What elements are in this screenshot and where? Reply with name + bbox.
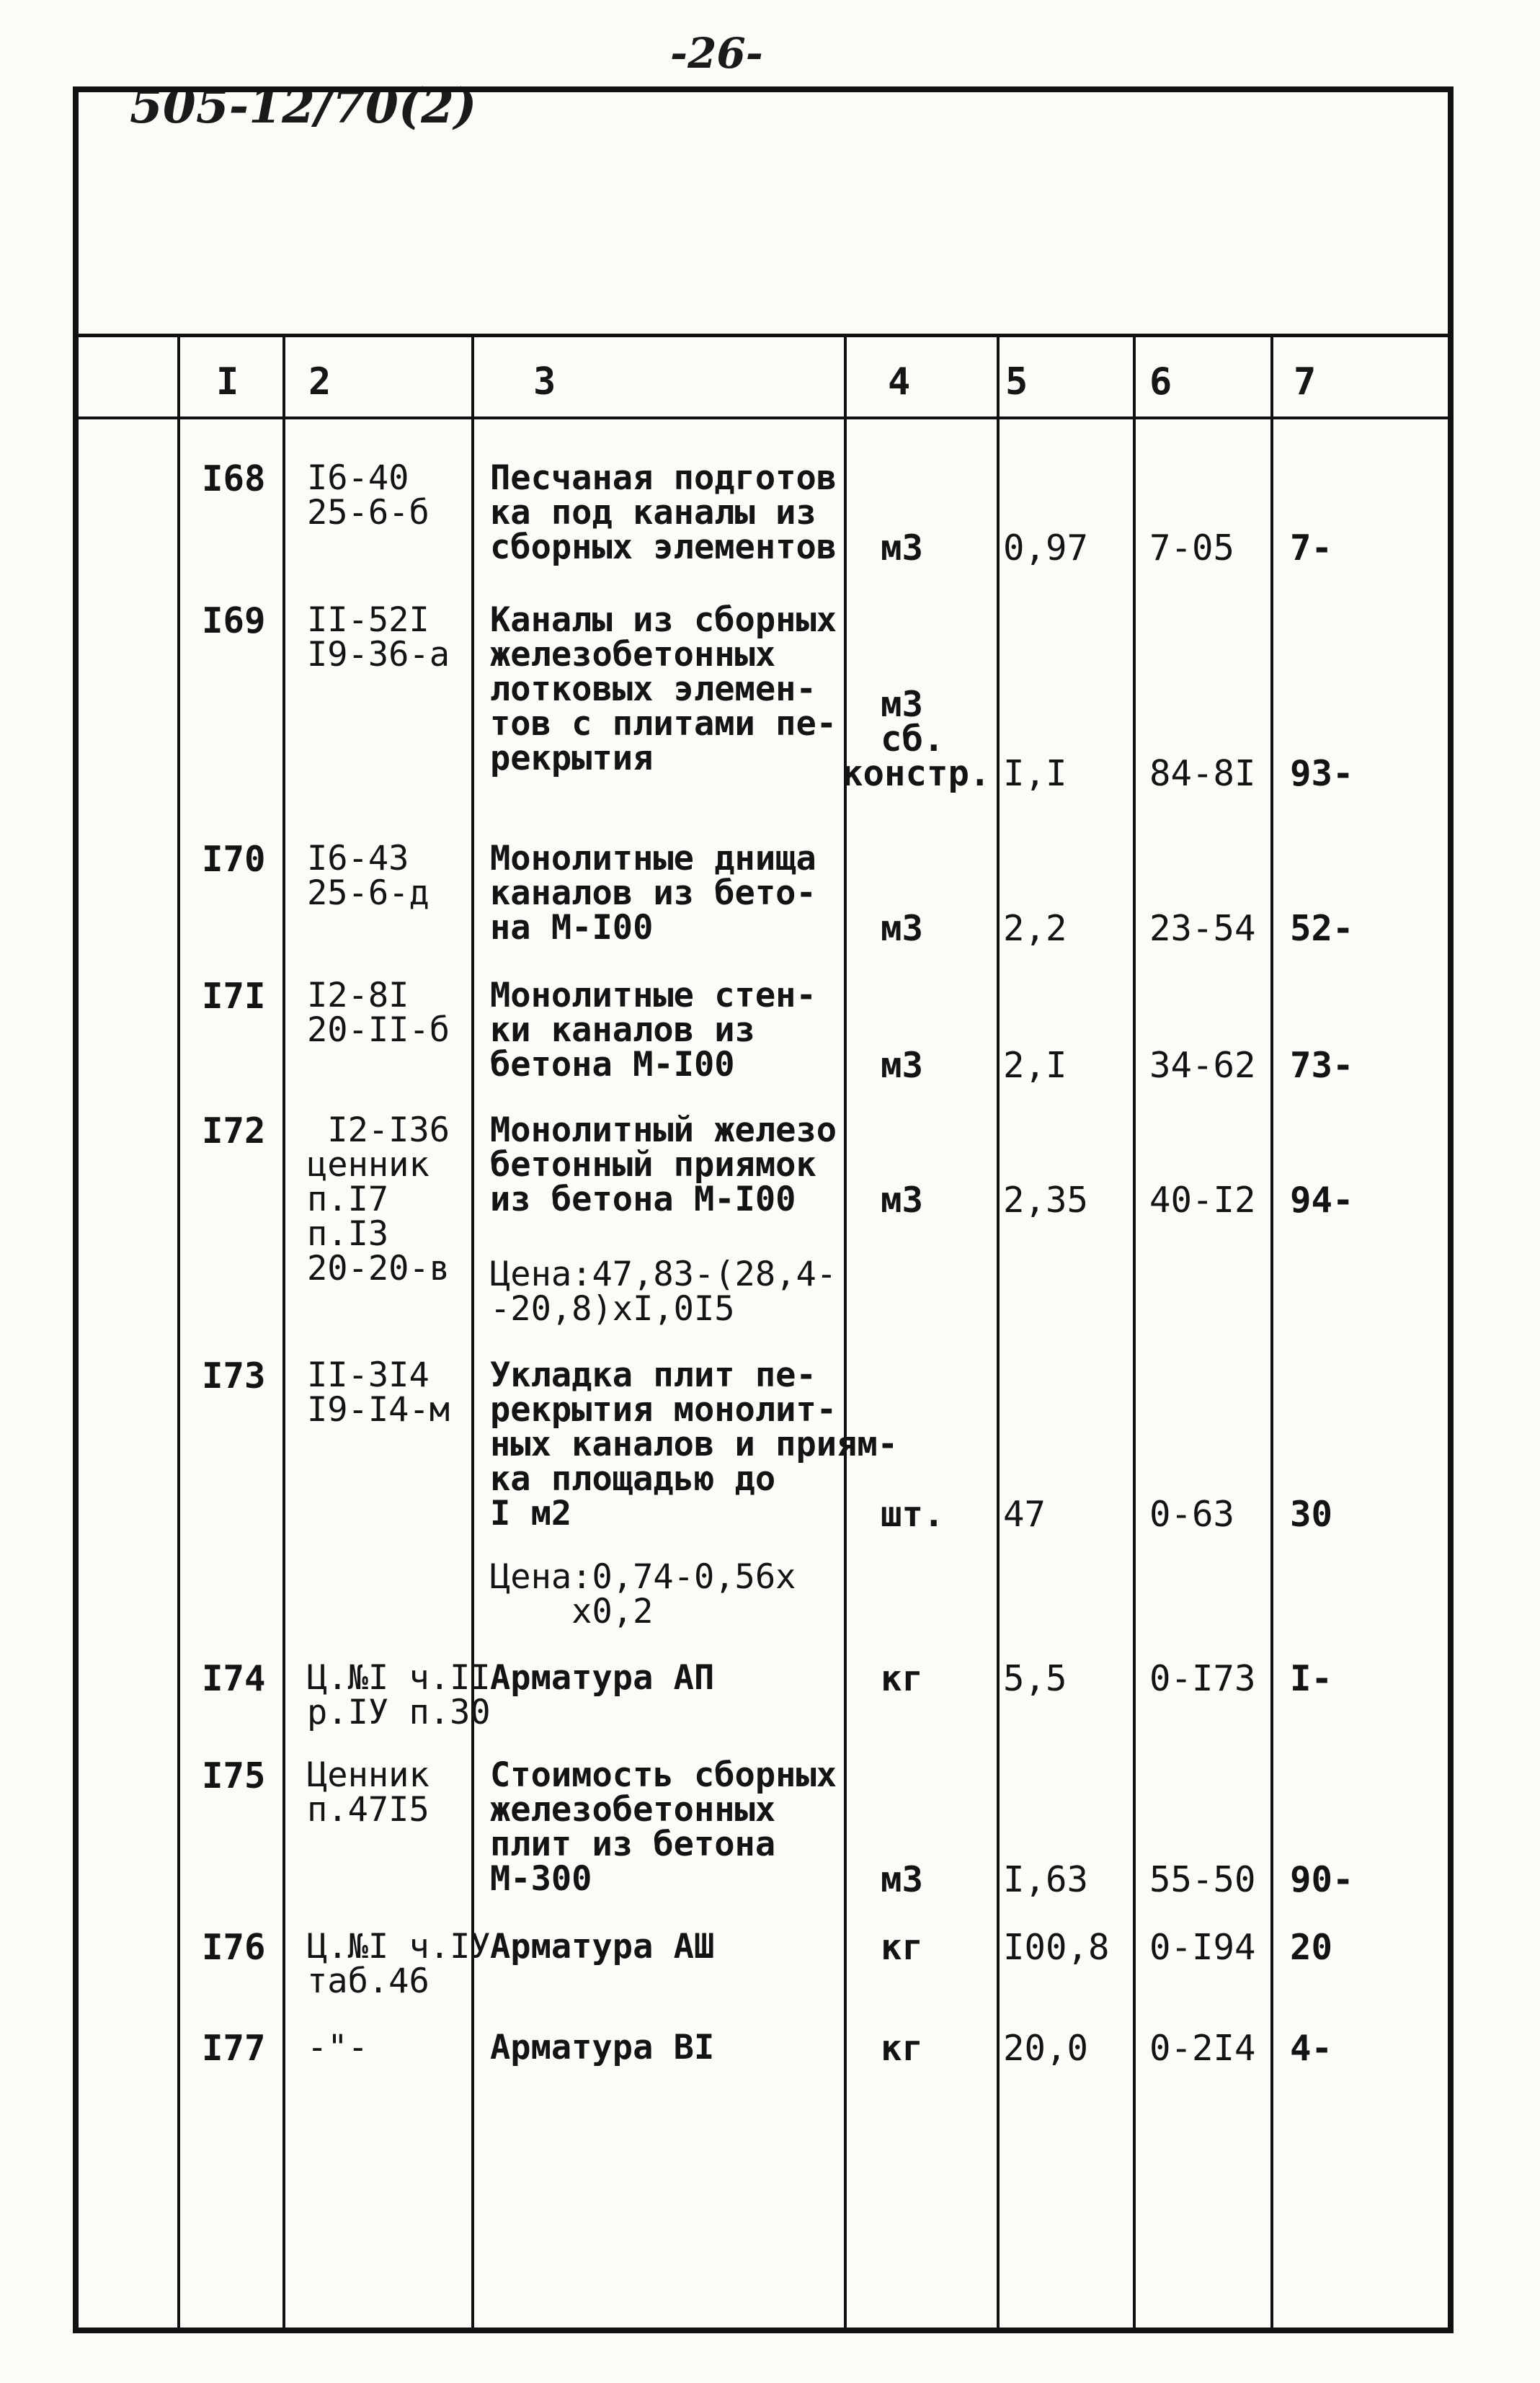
work-description-line: бетона М-I00 — [490, 1045, 735, 1084]
row-number: I76 — [202, 1927, 266, 1968]
total-cost-value: 30 — [1290, 1494, 1333, 1535]
rate-code-line: п.I3 — [307, 1214, 389, 1254]
work-description-line: бетонный приямок — [490, 1145, 816, 1185]
work-description-line: каналов из бето- — [490, 873, 816, 913]
unit-of-measure: м3 — [881, 684, 924, 725]
quantity-value: 0,97 — [1003, 527, 1089, 569]
rate-code-line: ценник — [307, 1145, 429, 1185]
column-divider — [282, 335, 285, 2330]
rate-code-line: п.47I5 — [307, 1790, 429, 1830]
rate-code-line: Ц.№I ч.IУ — [307, 1927, 491, 1966]
rate-code-line: п.I7 — [307, 1180, 389, 1219]
unit-of-measure: кг — [881, 1927, 924, 1968]
rate-code-line: Ц.№I ч.II — [307, 1658, 491, 1698]
page-number: -26- — [670, 29, 763, 78]
unit-price-value: 0-I73 — [1149, 1658, 1256, 1699]
column-divider — [1133, 335, 1136, 2330]
column-header: I — [216, 360, 239, 404]
column-header: 2 — [308, 360, 331, 404]
unit-price-value: 23-54 — [1149, 908, 1256, 949]
price-calculation-line: x0,2 — [490, 1592, 654, 1631]
work-description-line: Арматура BI — [490, 2028, 715, 2067]
rate-code-line: II-52I — [307, 600, 429, 640]
work-description-line: на М-I00 — [490, 908, 654, 948]
rate-code-line: I2-8I — [307, 976, 409, 1015]
total-cost-value: 20 — [1290, 1927, 1333, 1968]
quantity-value: I,63 — [1003, 1859, 1089, 1900]
column-header: 7 — [1294, 360, 1317, 404]
work-description-line: плит из бетона — [490, 1825, 776, 1864]
work-description-line: Монолитные днища — [490, 839, 816, 878]
work-description-line: I м2 — [490, 1494, 572, 1533]
rate-code-line: II-3I4 — [307, 1355, 429, 1395]
unit-price-value: 40-I2 — [1149, 1180, 1256, 1221]
price-calculation-line: -20,8)xI,0I5 — [490, 1289, 735, 1329]
quantity-value: I,I — [1003, 753, 1067, 794]
total-cost-value: 94- — [1290, 1180, 1354, 1221]
total-cost-value: 4- — [1290, 2028, 1333, 2069]
rate-code-line: I9-36-а — [307, 635, 450, 674]
quantity-value: I00,8 — [1003, 1927, 1110, 1968]
unit-of-measure: м3 — [881, 1045, 924, 1086]
column-divider — [471, 335, 474, 2330]
rate-code-line: 20-20-в — [307, 1249, 450, 1288]
total-cost-value: 52- — [1290, 908, 1354, 949]
work-description-line: Арматура АШ — [490, 1927, 715, 1966]
row-number: I75 — [202, 1755, 266, 1796]
unit-price-value: 0-2I4 — [1149, 2028, 1256, 2069]
rate-code-line: р.IУ п.30 — [307, 1693, 491, 1732]
rate-code-line: -"- — [307, 2028, 368, 2067]
column-header: 4 — [888, 360, 911, 404]
price-calculation-line: Цена:47,83-(28,4- — [490, 1255, 837, 1294]
work-description-line: ных каналов и приям- — [490, 1425, 898, 1464]
work-description-line: тов с плитами пе- — [490, 704, 837, 744]
rate-code-line: 25-6-б — [307, 493, 429, 533]
work-description-line: Монолитные стен- — [490, 976, 816, 1015]
quantity-value: 2,35 — [1003, 1180, 1089, 1221]
work-description-line: М-300 — [490, 1859, 592, 1899]
work-description-line: Монолитный железо — [490, 1110, 837, 1150]
unit-of-measure: м3 — [881, 908, 924, 949]
unit-price-value: 34-62 — [1149, 1045, 1256, 1086]
unit-price-value: 55-50 — [1149, 1859, 1256, 1900]
quantity-value: 20,0 — [1003, 2028, 1089, 2069]
work-description-line: сборных элементов — [490, 527, 837, 567]
work-description-line: Песчаная подготов — [490, 458, 837, 498]
row-number: I7I — [202, 976, 266, 1017]
column-divider — [177, 335, 180, 2330]
unit-price-value: 7-05 — [1149, 527, 1235, 569]
rate-code-line: I9-I4-м — [307, 1390, 450, 1430]
rate-code-line: таб.46 — [307, 1961, 429, 2001]
work-description-line: лотковых элемен- — [490, 669, 816, 709]
quantity-value: 2,2 — [1003, 908, 1067, 949]
total-cost-value: 90- — [1290, 1859, 1354, 1900]
rate-code-line: 25-6-д — [307, 873, 429, 913]
column-divider — [997, 335, 1000, 2330]
work-description-line: железобетонных — [490, 1790, 776, 1830]
unit-of-measure: м3 — [881, 1180, 924, 1221]
unit-price-value: 0-I94 — [1149, 1927, 1256, 1968]
rate-code-line: 20-II-б — [307, 1010, 450, 1050]
row-number: I73 — [202, 1355, 266, 1397]
column-header: 5 — [1005, 360, 1028, 404]
quantity-value: 2,I — [1003, 1045, 1067, 1086]
unit-of-measure: кг — [881, 1658, 924, 1699]
row-number: I74 — [202, 1658, 266, 1699]
row-number: I69 — [202, 600, 266, 641]
work-description-line: ка под каналы из — [490, 493, 816, 533]
document-code: 505-12/70(2) — [130, 78, 477, 134]
unit-of-measure: шт. — [881, 1494, 945, 1535]
rate-code-line: I2-I36 — [307, 1110, 450, 1150]
unit-of-measure: кг — [881, 2028, 924, 2069]
work-description-line: Укладка плит пе- — [490, 1355, 816, 1395]
total-cost-value: 7- — [1290, 527, 1333, 569]
rate-code-line: I6-40 — [307, 458, 409, 498]
work-description-line: ки каналов из — [490, 1010, 755, 1050]
unit-of-measure: сб. — [881, 718, 945, 760]
unit-of-measure: м3 — [881, 1859, 924, 1900]
column-divider — [1270, 335, 1273, 2330]
row-number: I68 — [202, 458, 266, 499]
work-description-line: Стоимость сборных — [490, 1755, 837, 1795]
row-number: I72 — [202, 1110, 266, 1152]
quantity-value: 5,5 — [1003, 1658, 1067, 1699]
work-description-line: из бетона М-I00 — [490, 1180, 796, 1219]
column-header: 3 — [533, 360, 556, 404]
quantity-value: 47 — [1003, 1494, 1046, 1535]
work-description-line: ка площадью до — [490, 1459, 776, 1499]
price-calculation-line: Цена:0,74-0,56x — [490, 1557, 796, 1597]
unit-of-measure: констр. — [842, 753, 991, 794]
work-description-line: рекрытия монолит- — [490, 1390, 837, 1430]
column-divider — [844, 335, 847, 2330]
work-description-line: железобетонных — [490, 635, 776, 674]
unit-price-value: 84-8I — [1149, 753, 1256, 794]
column-header: 6 — [1149, 360, 1172, 404]
work-description-line: рекрытия — [490, 739, 654, 778]
work-description-line: Каналы из сборных — [490, 600, 837, 640]
rate-code-line: I6-43 — [307, 839, 409, 878]
row-number: I77 — [202, 2028, 266, 2069]
rate-code-line: Ценник — [307, 1755, 429, 1795]
total-cost-value: I- — [1290, 1658, 1333, 1699]
unit-price-value: 0-63 — [1149, 1494, 1235, 1535]
row-number: I70 — [202, 839, 266, 880]
total-cost-value: 73- — [1290, 1045, 1354, 1086]
total-cost-value: 93- — [1290, 753, 1354, 794]
unit-of-measure: м3 — [881, 527, 924, 569]
work-description-line: Арматура АП — [490, 1658, 715, 1698]
